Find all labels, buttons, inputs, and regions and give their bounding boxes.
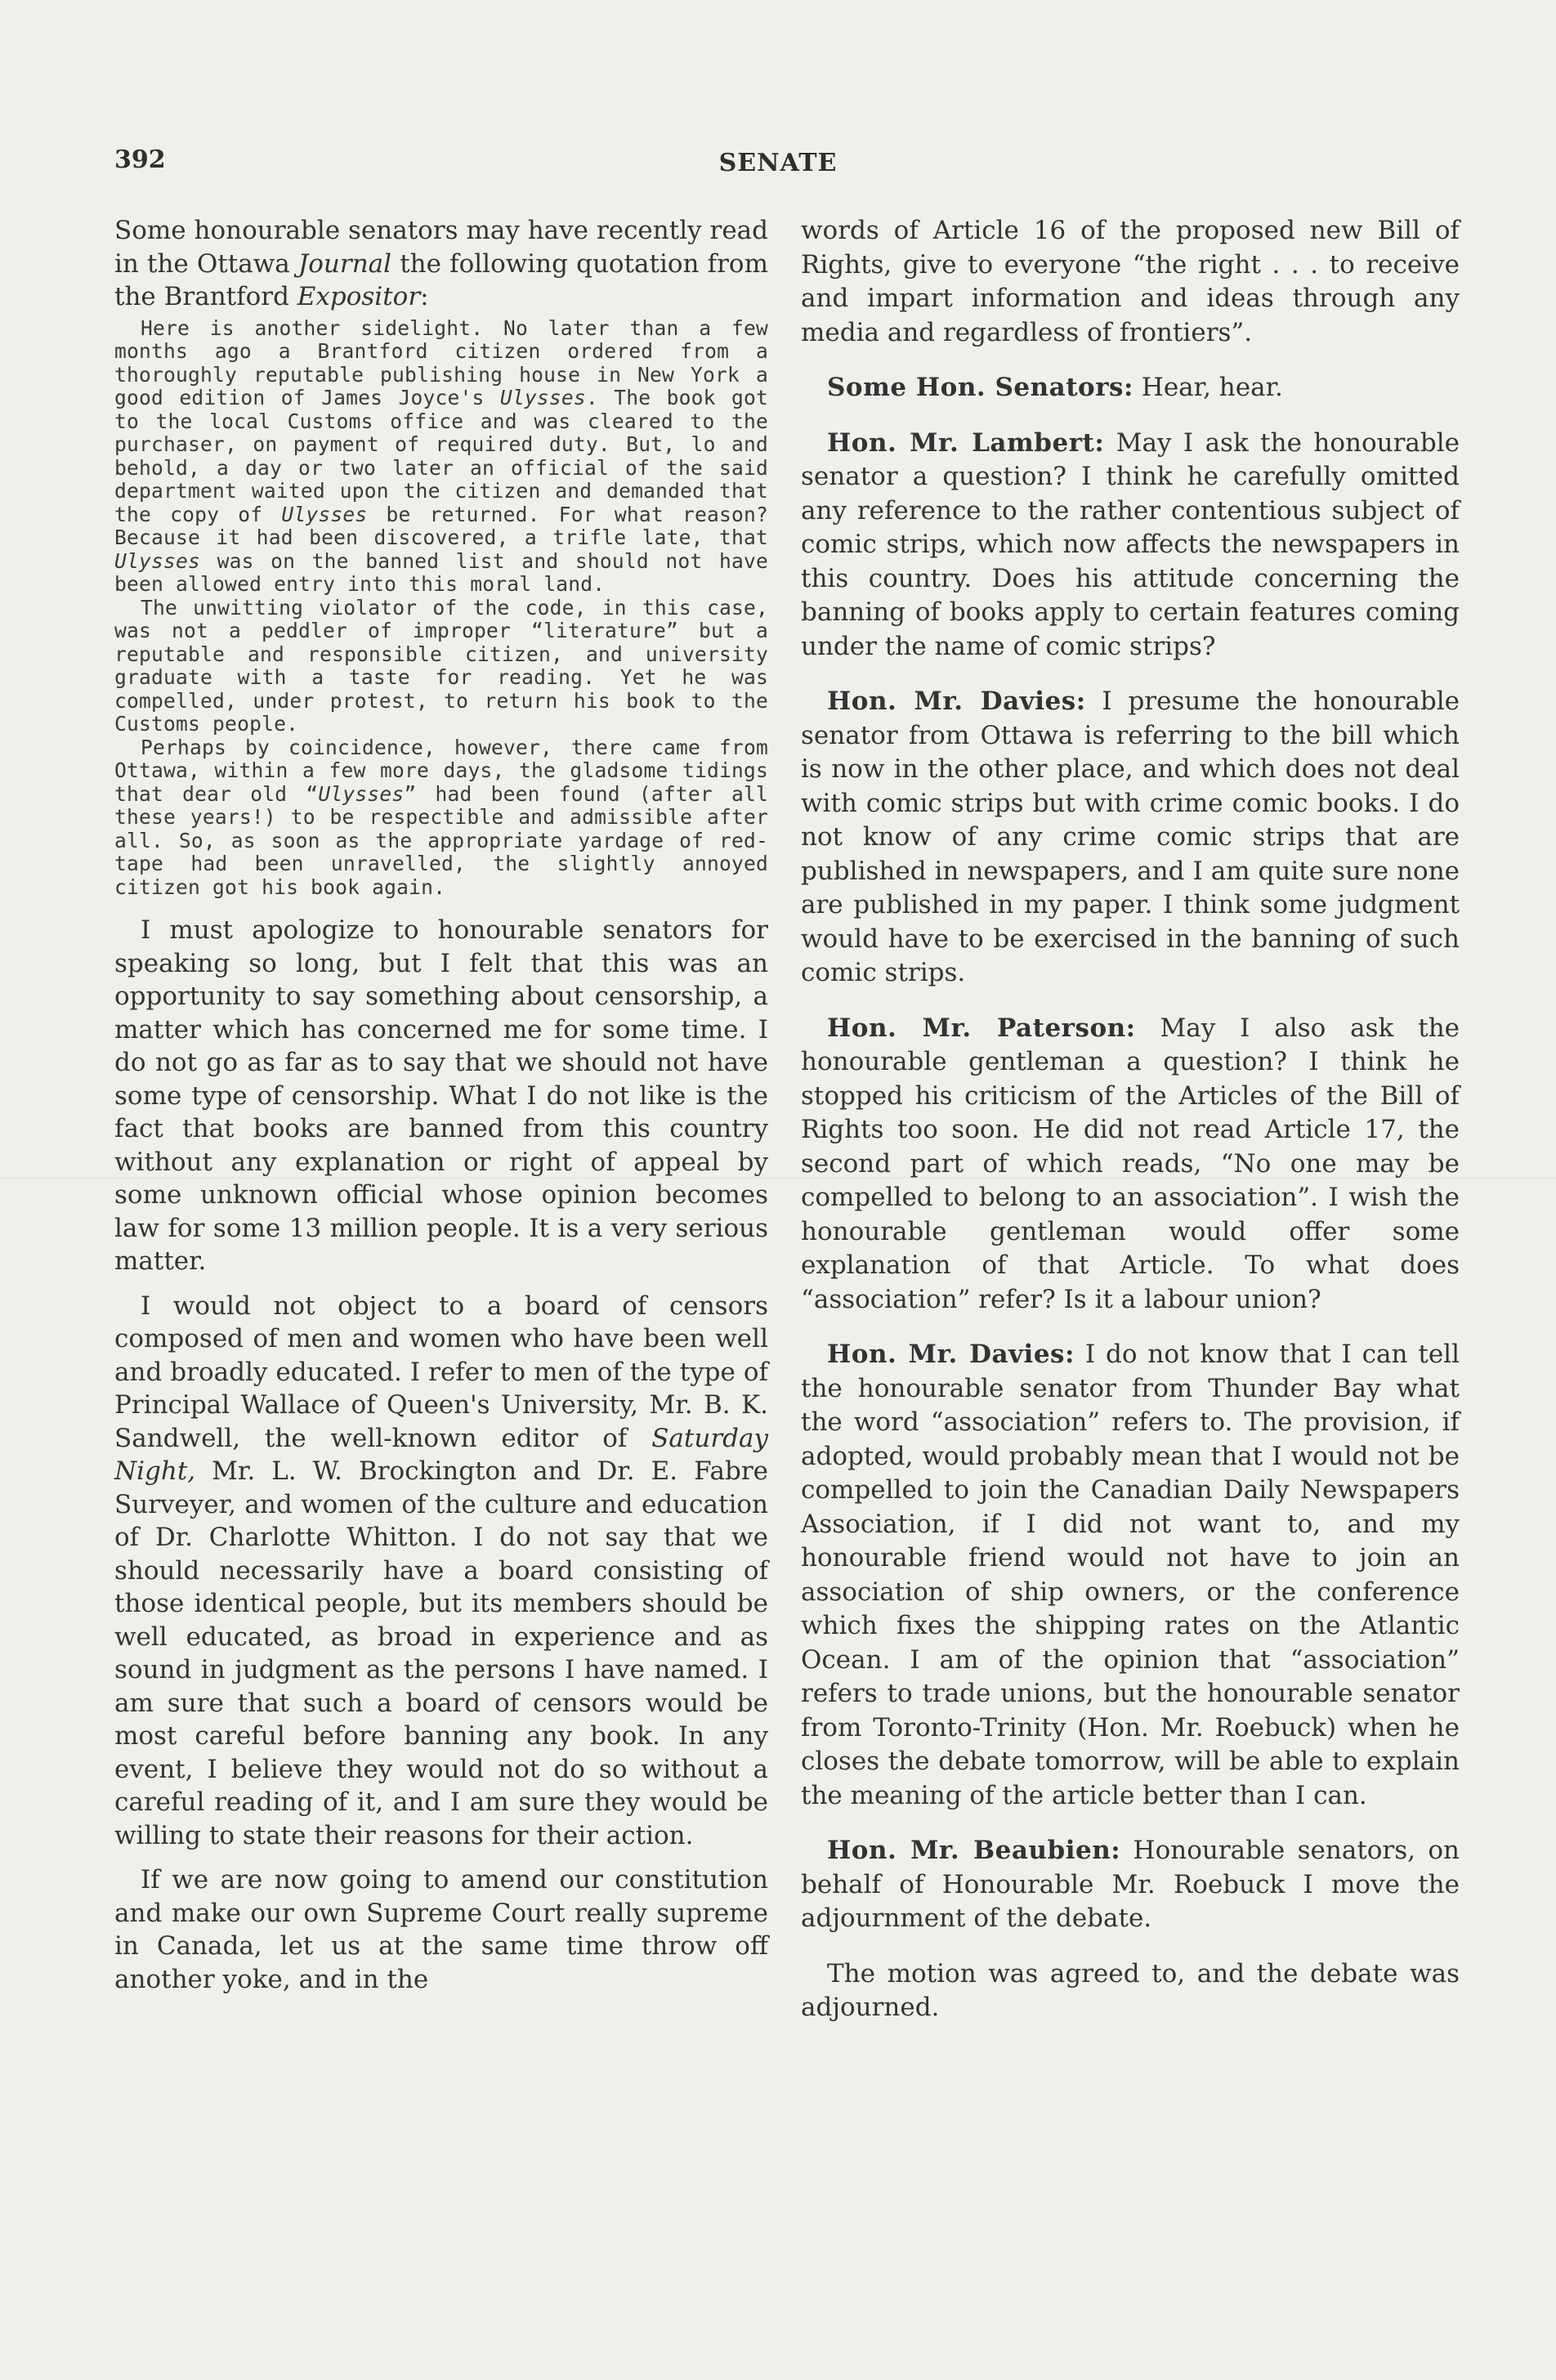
quote-italic: Ulysses xyxy=(318,781,405,806)
quote-text: ” had been found (after all these years!) to be respectible and admissible after all. So, as soon as the appropriate yardage of red-tape had been unravelled, the slightly annoyed citizen got his book again. xyxy=(114,781,768,899)
quote-paragraph-1 xyxy=(114,317,768,597)
intro-journal-title: Journal xyxy=(297,248,392,279)
intro-text-3: : xyxy=(420,282,429,311)
quote-text: Perhaps by coincidence, however, there came from Ottawa, within a few more days, the gladsome tidings that dear old “ xyxy=(114,735,768,806)
speech-text: Honourable senators, on behalf of Honourable Mr. Roebuck I move the adjournment of the debate. xyxy=(801,1836,1460,1933)
speech-text: May I also ask the honourable gentleman a question? I think he stopped his criticism of the Articles of the Bill of Rights too soon. He did not read Article 17, the second part of which reads, “No one may be compelled to belong to an association”. I wish the honourable gentleman would offer some explanation of that Article. To what does “association” refer? Is it a labour union? xyxy=(801,1013,1460,1314)
quote-text: be returned. For what reason? Because it had been discovered, a trifle late, that xyxy=(114,502,768,549)
intro-text-2: the following quotation from the Brantford xyxy=(114,248,768,311)
right-column xyxy=(801,214,1460,2025)
quote-text: . The book got to the local Customs office and was cleared to the purchaser, on payment of required duty. But, lo and behold, a day or two later an official of the said department waited upon the citizen and demanded that the copy of xyxy=(114,386,769,526)
quote-text: was on the banned list and should not have been allowed entry into this moral land. xyxy=(114,548,768,596)
speaker-name: Hon. Mr. Davies: xyxy=(827,687,1086,716)
speech-lambert xyxy=(801,427,1460,664)
speech-text: I do not know that I can tell the honourable senator from Thunder Bay what the word “association” refers to. The provision, if adopted, would probably mean that I would not be compelled to join the Canadian Daily Newspapers Association, if I did not want to, and my honourable friend would not have to join an association of ship owners, or the conference which fixes the shipping rates on the Atlantic Ocean. I am of the opinion that “association” refers to trade unions, but the honourable senator from Toronto-Trinity (Hon. Mr. Roebuck) when he closes the debate tomorrow, will be able to explain the meaning of the article better than I can. xyxy=(801,1340,1460,1810)
quote-italic: Ulysses xyxy=(114,548,201,573)
left-column xyxy=(114,214,768,1996)
speaker-name: Hon. Mr. Lambert: xyxy=(827,427,1105,458)
quote-italic: Ulysses xyxy=(281,502,368,526)
paragraph-text: I would not object to a board of censors composed of men and women who have been well and broadly educated. I refer to men of the type of Principal Wallace of Queen's University, Mr. B. K. Sandwell, the well-known editor of xyxy=(114,1291,768,1453)
speaker-name: Hon. Mr. Paterson: xyxy=(827,1013,1136,1043)
block-quote xyxy=(114,317,768,900)
speech-beaubien xyxy=(801,1834,1460,1936)
speaker-name: Some Hon. Senators: xyxy=(827,373,1133,402)
paragraph-constitution: If we are now going to amend our constitution and make our own Supreme Court really supreme in Canada, let us at the same time throw off another yoke, and in the xyxy=(114,1865,768,1994)
speaker-name: Hon. Mr. Davies: xyxy=(827,1340,1075,1369)
quote-paragraph-2: The unwitting violator of the code, in this case, was not a peddler of improper “literature” but a reputable and responsible citizen, and university graduate with a taste for reading. Yet he was compelled, under protest, to return his book to the Customs people. xyxy=(114,595,768,736)
speech-text: Hear, hear. xyxy=(1133,373,1283,402)
paragraph-italic: Saturday Night, xyxy=(114,1423,768,1486)
speech-text: I presume the honourable senator from Ottawa is referring to the bill which is now in the other place, and which does not deal with comic strips but with crime comic books. I do not know of any crime comic strips that are published in newspapers, and I am quite sure none are published in my paper. I think some judgment would have to be exercised in the banning of such comic strips. xyxy=(801,687,1460,987)
quote-text: Here is another sidelight. No later than a few months ago a Brantford citizen ordered from a thoroughly reputable publishing house in New York a good edition of James Joyce's xyxy=(114,315,768,409)
paragraph-censorship: I must apologize to honourable senators for speaking so long, but I felt that this was an opportunity to say something about censorship, a matter which has concerned me for some time. I do not go as far as to say that we should not have some type of censorship. What I do not like is the fact that books are banned from this country without any explanation or right of appeal by some unknown official whose opinion becomes law for some 13 million people. It is a very serious matter. xyxy=(114,915,768,1276)
paragraph-continued: words of Article 16 of the proposed new Bill of Rights, give to everyone “the right . . . to receive and impart information and ideas through any media and regardless of frontiers”. xyxy=(801,216,1460,347)
page-header: SENATE xyxy=(718,149,838,177)
speech-davies-1 xyxy=(801,685,1460,991)
speaker-name: Hon. Mr. Beaubien: xyxy=(827,1836,1121,1865)
speech-paterson xyxy=(801,1012,1460,1318)
intro-expositor-title: Expositor xyxy=(297,282,421,311)
quote-paragraph-3 xyxy=(114,736,768,900)
speech-some-senators xyxy=(801,371,1460,405)
intro-text-1: Some honourable senators may have recently read in the Ottawa xyxy=(114,216,768,279)
speech-davies-2 xyxy=(801,1338,1460,1813)
quote-italic: Ulysses xyxy=(499,386,586,409)
paragraph-board-of-censors xyxy=(114,1290,768,1853)
intro-paragraph xyxy=(114,214,768,314)
speech-text: May I ask the honourable senator a question? I think he carefully omitted any reference to the rather contentious subject of comic strips, which now affects the newspapers in this country. Does his attitude concerning the banning of books apply to certain features coming under the name of comic strips? xyxy=(801,427,1460,661)
motion-result: The motion was agreed to, and the debate was adjourned. xyxy=(801,1958,1460,2022)
paragraph-text: Mr. L. W. Brockington and Dr. E. Fabre Surveyer, and women of the culture and education of Dr. Charlotte Whitton. I do not say that we should necessarily have a board consisting of those identical people, but its members should be well educated, as broad in experience and as sound in judgment as the persons I have named. I am sure that such a board of censors would be most careful before banning any book. In any event, I believe they would not do so without a careful reading of it, and I am sure they would be willing to state their reasons for their action. xyxy=(114,1456,768,1850)
page-number: 392 xyxy=(114,145,166,174)
